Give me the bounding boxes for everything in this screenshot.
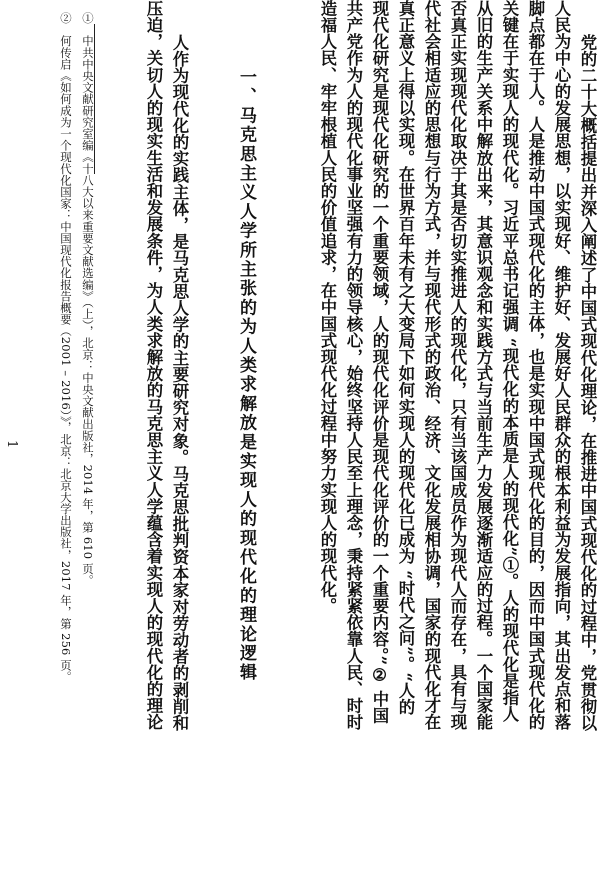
body-text-line: 共产党作为人的现代化事业坚强有力的领导核心，始终坚持人民至上理念，秉持紧紧依靠人民、时时	[344, 0, 363, 731]
section-heading: 一、马克思主义人学所主张的为人类求解放是实现人的现代化的理论逻辑	[236, 68, 256, 683]
body-text-line: 人民为中心的发展思想，以实现好、维护好、发展好人民群众的根本利益为发展指向，其出发点和落	[552, 0, 571, 731]
body-text-line: 压迫，关切人的现实生活和发展条件，为人类求解放的马克思主义人学蕴含着实现人的现代化的理论	[144, 0, 163, 731]
footnote: ② 何传启《如何成为一个现代化国家：中国现代化报告概要（2001 – 2016）》，北京：北京大学出版社，2017 年，第 256 页。	[59, 12, 73, 683]
page-number: 1	[4, 440, 19, 449]
footnote: ① 中共中央文献研究室编《十八大以来重要文献选编》（上），北京：中央文献出版社，2014 年，第 610 页。	[81, 12, 95, 587]
body-text-line: 真正意义上得以实现。在世界百年未有之大变局下如何实现人的现代化已成为 “时代之问”。“人的	[396, 0, 415, 716]
body-text-line: 党的二十大概括提出并深入阐述了中国式现代化理论，在推进中国式现代化的过程中，党贯彻以	[578, 34, 597, 732]
body-text-line: 人作为现代化的实践主体，是马克思人学的主要研究对象。马克思批判资本家对劳动者的剥削和	[170, 34, 189, 732]
body-text-line: 现代化研究是现代化研究的一个重要领域，人的现代化评价是现代化评价的一个重要内容。”② 中国	[370, 0, 389, 724]
body-text-line: 关键在于实现人的现代化。习近平总书记强调 “现代化的本质是人的现代化”①。人的现代化是指人	[500, 0, 519, 723]
body-text-line: 造福人民、牢牢根植人民的价值追求，在中国式现代化过程中努力实现人的现代化。	[318, 0, 337, 615]
body-text-line: 从旧的生产关系中解放出来，其意识观念和实践方式与当前生产力发展逐渐适应的过程。一个国家能	[474, 0, 493, 731]
body-text-line: 否真正实现现代化取决于其是否切实推进人的现代化，只有当该国成员作为现代人而存在，具有与现	[448, 0, 467, 731]
body-text-line: 脚点都在于人。人是推动中国式现代化的主体，也是实现中国式现代化的目的，因而中国式现代化的	[526, 0, 545, 731]
body-text-line: 代社会相适应的思想与行为方式，并与现代形式的政治、经济、文化发展相协调，国家的现代化才在	[422, 0, 441, 731]
